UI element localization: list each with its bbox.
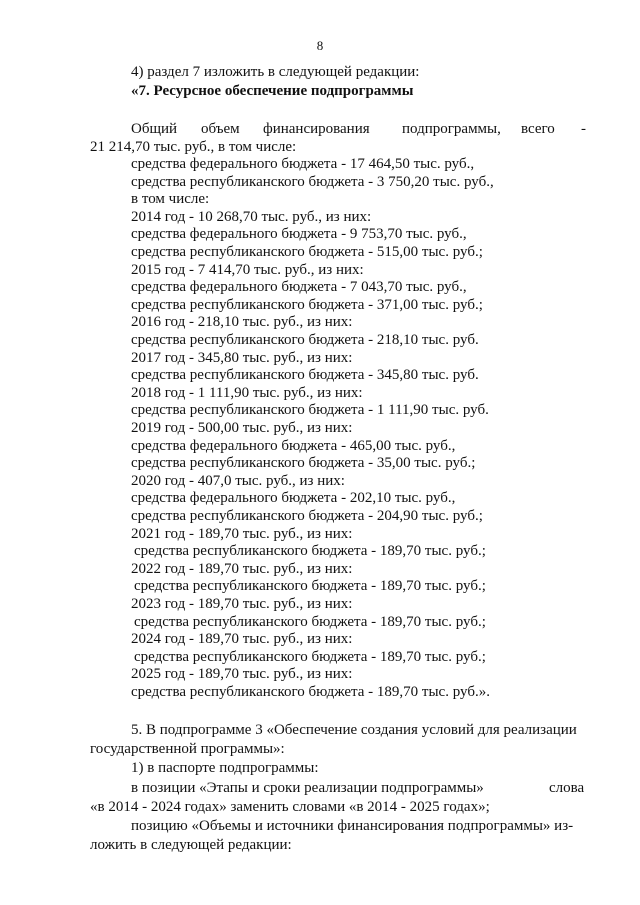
- section5-position-line-2: «в 2014 - 2024 годах» заменить словами «в 2014 - 2025 годах»;: [90, 799, 490, 815]
- funding-line: 2025 год - 189,70 тыс. руб., из них:: [131, 666, 353, 682]
- intro-line-2: 21 214,70 тыс. руб., в том числе:: [90, 139, 297, 155]
- funding-line: средства республиканского бюджета - 345,80 тыс. руб.: [131, 367, 479, 383]
- funding-line: 2014 год - 10 268,70 тыс. руб., из них:: [131, 209, 372, 225]
- funding-line: 2024 год - 189,70 тыс. руб., из них:: [131, 631, 353, 647]
- section5-position-word: слова: [549, 780, 585, 796]
- intro-word: финансирования: [263, 121, 370, 137]
- funding-line: в том числе:: [131, 191, 210, 207]
- funding-line: 2023 год - 189,70 тыс. руб., из них:: [131, 596, 353, 612]
- funding-line: средства федерального бюджета - 465,00 тыс. руб.,: [131, 438, 456, 454]
- intro-word: всего: [521, 121, 555, 137]
- section5-volume-line-1: позицию «Объемы и источники финансирования подпрограммы» из-: [131, 818, 574, 834]
- funding-line: 2021 год - 189,70 тыс. руб., из них:: [131, 526, 353, 542]
- section-heading: «7. Ресурсное обеспечение подпрограммы: [131, 83, 414, 99]
- section5-line-2: государственной программы»:: [90, 741, 285, 757]
- section5-position-line-1: в позиции «Этапы и сроки реализации подпрограммы»: [131, 780, 484, 796]
- funding-line: средства республиканского бюджета - 189,70 тыс. руб.;: [134, 543, 486, 559]
- funding-line: средства республиканского бюджета - 1 111,90 тыс. руб.: [131, 402, 489, 418]
- funding-line: 2019 год - 500,00 тыс. руб., из них:: [131, 420, 353, 436]
- funding-line: средства республиканского бюджета - 515,00 тыс. руб.;: [131, 244, 483, 260]
- funding-line: 2018 год - 1 111,90 тыс. руб., из них:: [131, 385, 363, 401]
- funding-line: средства республиканского бюджета - 189,70 тыс. руб.;: [134, 614, 486, 630]
- funding-line: 2015 год - 7 414,70 тыс. руб., из них:: [131, 262, 364, 278]
- funding-line: средства республиканского бюджета - 189,70 тыс. руб.».: [131, 684, 490, 700]
- funding-line: средства республиканского бюджета - 204,90 тыс. руб.;: [131, 508, 483, 524]
- funding-line: 2016 год - 218,10 тыс. руб., из них:: [131, 314, 353, 330]
- funding-line: средства федерального бюджета - 9 753,70 тыс. руб.,: [131, 226, 467, 242]
- intro-word: Общий: [131, 121, 178, 137]
- section5-line-1: 5. В подпрограмме 3 «Обеспечение создания условий для реализации: [131, 722, 577, 738]
- funding-line: средства федерального бюджета - 17 464,50 тыс. руб.,: [131, 156, 475, 172]
- section5-volume-line-2: ложить в следующей редакции:: [90, 837, 292, 853]
- funding-line: средства республиканского бюджета - 3 750,20 тыс. руб.,: [131, 174, 494, 190]
- section5-item-1: 1) в паспорте подпрограммы:: [131, 760, 319, 776]
- funding-line: средства республиканского бюджета - 35,00 тыс. руб.;: [131, 455, 476, 471]
- funding-line: 2020 год - 407,0 тыс. руб., из них:: [131, 473, 345, 489]
- page-number: 8: [316, 38, 324, 53]
- funding-line: средства республиканского бюджета - 218,10 тыс. руб.: [131, 332, 479, 348]
- funding-line: 2022 год - 189,70 тыс. руб., из них:: [131, 561, 353, 577]
- funding-line: средства республиканского бюджета - 371,00 тыс. руб.;: [131, 297, 483, 313]
- intro-word: объем: [201, 121, 240, 137]
- funding-line: средства федерального бюджета - 7 043,70 тыс. руб.,: [131, 279, 467, 295]
- funding-line: средства республиканского бюджета - 189,70 тыс. руб.;: [134, 649, 486, 665]
- funding-line: 2017 год - 345,80 тыс. руб., из них:: [131, 350, 353, 366]
- funding-line: средства республиканского бюджета - 189,70 тыс. руб.;: [134, 578, 486, 594]
- item-4: 4) раздел 7 изложить в следующей редакции:: [131, 64, 420, 80]
- intro-word: подпрограммы,: [402, 121, 501, 137]
- funding-line: средства федерального бюджета - 202,10 тыс. руб.,: [131, 490, 456, 506]
- intro-word: -: [581, 121, 586, 137]
